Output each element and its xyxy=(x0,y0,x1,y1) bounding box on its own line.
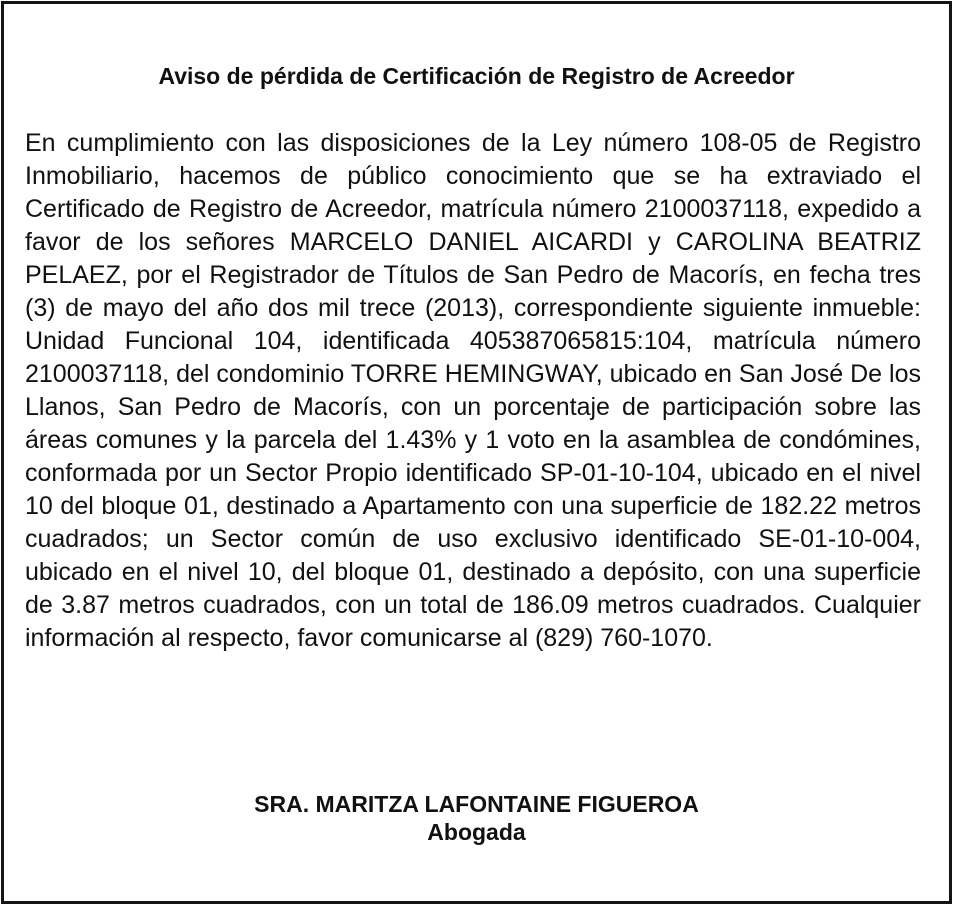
notice-title: Aviso de pérdida de Certificación de Registro de Acreedor xyxy=(158,63,795,89)
notice-body: En cumplimiento con las disposiciones de la Ley número 108-05 de Registro Inmobiliario, hacemos de público conocimiento que se ha extraviado el Certificado de Registro de Acreedor, matrícula número 2100037118, expedido a favor de los señores MARCELO DANIEL AICARDI y CAROLINA BEATRIZ PELAEZ, por el Registrador de Títulos de San Pedro de Macorís, en fecha tres (3) de mayo del año dos mil trece (2013), correspondiente siguiente inmueble: Unidad Funcional 104, identificada 405387065815:104, matrícula número 2100037118, del condominio TORRE HEMINGWAY, ubicado en San José De los Llanos, San Pedro de Macorís, con un porcentaje de participación sobre las áreas comunes y la parcela del 1.43% y 1 voto en la asamblea de condómines, conformada por un Sector Propio identificado SP-01-10-104, ubicado en el nivel 10 del bloque 01, destinado a Apartamento con una superficie de 182.22 metros cuadrados; un Sector común de uso exclusivo identificado SE-01-10-004, ubicado en el nivel 10, del bloque 01, destinado a depósito, con una superficie de 3.87 metros cuadrados, con un total de 186.09 metros cuadrados. Cualquier información al respecto, favor comunicarse al (829) 760-1070. xyxy=(25,129,921,652)
signer-name: SRA. MARITZA LAFONTAINE FIGUEROA xyxy=(254,791,699,817)
signature-block xyxy=(0,790,953,846)
signer-role: Abogada xyxy=(427,819,526,845)
